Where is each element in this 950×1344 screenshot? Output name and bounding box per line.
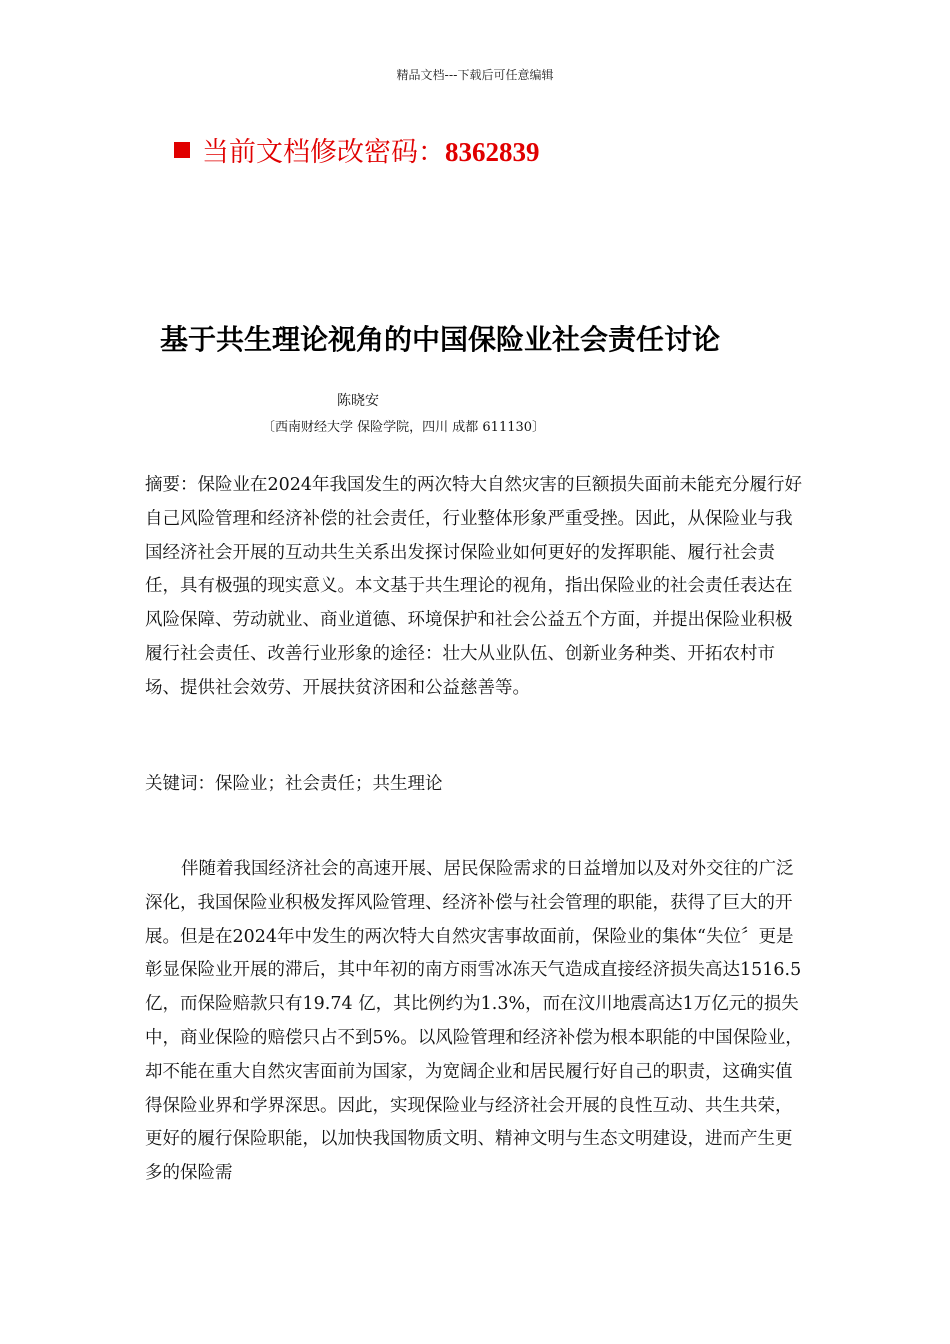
keywords: 关键词：保险业；社会责任；共生理论 <box>145 774 443 794</box>
password-label: 当前文档修改密码： <box>202 137 445 168</box>
password-notice <box>174 130 540 169</box>
red-square-icon <box>174 142 190 158</box>
paper-title: 基于共生理论视角的中国保险业社会责任讨论 <box>160 323 721 356</box>
abstract-text: 摘要：保险业在2024年我国发生的两次特大自然灾害的巨额损失面前未能充分履行好自己风险管理和经济补偿的社会责任，行业整体形象严重受挫。因此，从保险业与我国经济社会开展的互动共生关系出发探讨保险业如何更好的发挥职能、履行社会责任，具有极强的现实意义。本文基于共生理论的视角，指出保险业的社会责任表达在风险保障、劳动就业、商业道德、环境保护和社会公益五个方面，并提出保险业积极履行社会责任、改善行业形象的途径：壮大从业队伍、创新业务种类、开拓农村市场、提供社会效劳、开展扶贫济困和公益慈善等。 <box>145 475 803 698</box>
intro-paragraph <box>145 853 808 1191</box>
abstract <box>145 469 808 706</box>
author-affiliation: 〔西南财经大学 保险学院，四川 成都 611130〕 <box>262 420 546 435</box>
intro-text: 伴随着我国经济社会的高速开展、居民保险需求的日益增加以及对外交往的广泛深化，我国保险业积极发挥风险管理、经济补偿与社会管理的职能，获得了巨大的开展。但是在2024年中发生的两次特大自然灾害事故面前，保险业的集体“失位〞更是彰显保险业开展的滞后，其中年初的南方雨雪冰冻天气造成直接经济损失高达1516.5 亿，而保险赔款只有19.74 亿，其比例约为1.3%，而在汶川地震高达1万亿元的损失中，商业保险的赔偿只占不到5%。以风险管理和经济补偿为根本职能的中国保险业，却不能在重大自然灾害面前为国家，为宽阔企业和居民履行好自己的职责，这确实值得保险业界和学界深思。因此，实现保险业与经济社会开展的良性互动、共生共荣，更好的履行保险职能，以加快我国物质文明、精神文明与生态文明建设，进而产生更多的保险需 <box>145 859 803 1184</box>
password-code: 8362839 <box>445 137 540 167</box>
author-name: 陈晓安 <box>337 393 379 409</box>
page-header: 精品文档---下载后可任意编辑 <box>396 68 554 82</box>
